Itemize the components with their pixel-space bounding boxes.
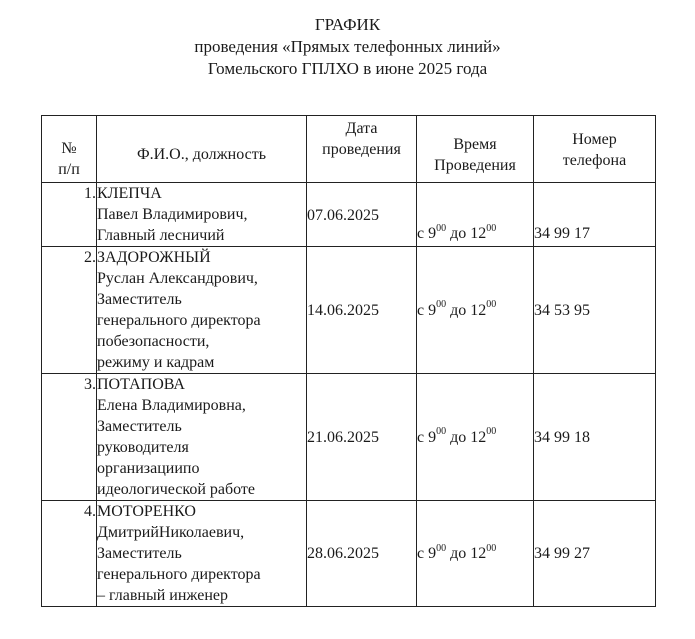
date-cell: 21.06.2025 bbox=[307, 374, 417, 501]
phone-cell: 34 99 27 bbox=[534, 501, 656, 607]
person-position-line: Главный лесничий bbox=[97, 227, 225, 244]
phone-cell: 34 99 17 bbox=[534, 183, 656, 247]
schedule-table bbox=[41, 115, 656, 607]
time-cell: с $9^{00}$ до $12^{00}$ bbox=[417, 374, 534, 501]
row-number: 3. bbox=[42, 374, 97, 501]
word: по bbox=[182, 460, 200, 477]
document-org-line: Гомельского ГПЛХО в июне 2025 года bbox=[207, 59, 488, 78]
person-cell bbox=[97, 501, 307, 607]
row-number: 4. bbox=[42, 501, 97, 607]
person-position-line: идеологической работе bbox=[97, 481, 255, 498]
column-header-name: Ф.И.О., должность bbox=[97, 116, 307, 183]
time-cell: с $9^{00}$ до $12^{00}$ bbox=[417, 183, 534, 247]
row-number: 1. bbox=[42, 183, 97, 247]
word: организации bbox=[97, 460, 183, 477]
table-row bbox=[42, 247, 656, 374]
column-header-time: Время Проведения bbox=[417, 116, 534, 183]
column-header-phone: Номер телефона bbox=[534, 116, 656, 183]
person-surname: КЛЕПЧА bbox=[97, 185, 162, 202]
word: по bbox=[97, 333, 114, 350]
table-row bbox=[42, 183, 656, 247]
date-cell: 14.06.2025 bbox=[307, 247, 417, 374]
date-cell: 28.06.2025 bbox=[307, 501, 417, 607]
table-row bbox=[42, 501, 656, 607]
document-subtitle: проведения «Прямых телефонных линий» bbox=[194, 37, 501, 56]
person-name-line bbox=[97, 522, 306, 543]
person-position-line: генерального директора bbox=[97, 312, 261, 329]
column-header-num: № п/п bbox=[42, 116, 97, 183]
word: Дмитрий bbox=[97, 524, 159, 541]
person-position-line bbox=[97, 331, 306, 352]
person-name-line: Павел Владимирович, bbox=[97, 206, 248, 223]
person-position-line: режиму и кадрам bbox=[97, 354, 215, 371]
table-row bbox=[42, 374, 656, 501]
time-cell: с $9^{00}$ до $12^{00}$ bbox=[417, 501, 534, 607]
word: Николаевич, bbox=[158, 524, 245, 541]
word: безопасности, bbox=[113, 333, 210, 350]
person-position-line bbox=[97, 458, 306, 479]
row-number: 2. bbox=[42, 247, 97, 374]
phone-cell: 34 53 95 bbox=[534, 247, 656, 374]
date-cell: 07.06.2025 bbox=[307, 183, 417, 247]
column-header-date: Дата проведения bbox=[307, 116, 417, 183]
phone-cell: 34 99 18 bbox=[534, 374, 656, 501]
person-surname: МОТОРЕНКО bbox=[97, 503, 196, 520]
person-surname: ПОТАПОВА bbox=[97, 376, 185, 393]
person-position-line: генерального директора bbox=[97, 566, 261, 583]
document-header bbox=[0, 14, 695, 80]
person-position-line: руководителя bbox=[97, 439, 189, 456]
person-cell bbox=[97, 374, 307, 501]
table-header-row bbox=[42, 116, 656, 183]
document-title: ГРАФИК bbox=[314, 15, 381, 34]
person-name-line: Руслан Александрович, bbox=[97, 270, 258, 287]
time-cell: с $9^{00}$ до $12^{00}$ bbox=[417, 247, 534, 374]
person-name-line: Елена Владимировна, bbox=[97, 397, 246, 414]
person-cell bbox=[97, 183, 307, 247]
person-position-line: Заместитель bbox=[97, 291, 182, 308]
person-cell bbox=[97, 247, 307, 374]
person-position-line: Заместитель bbox=[97, 545, 182, 562]
person-position-line: Заместитель bbox=[97, 418, 182, 435]
person-surname: ЗАДОРОЖНЫЙ bbox=[97, 249, 211, 266]
person-position-line: – главный инженер bbox=[97, 587, 228, 604]
